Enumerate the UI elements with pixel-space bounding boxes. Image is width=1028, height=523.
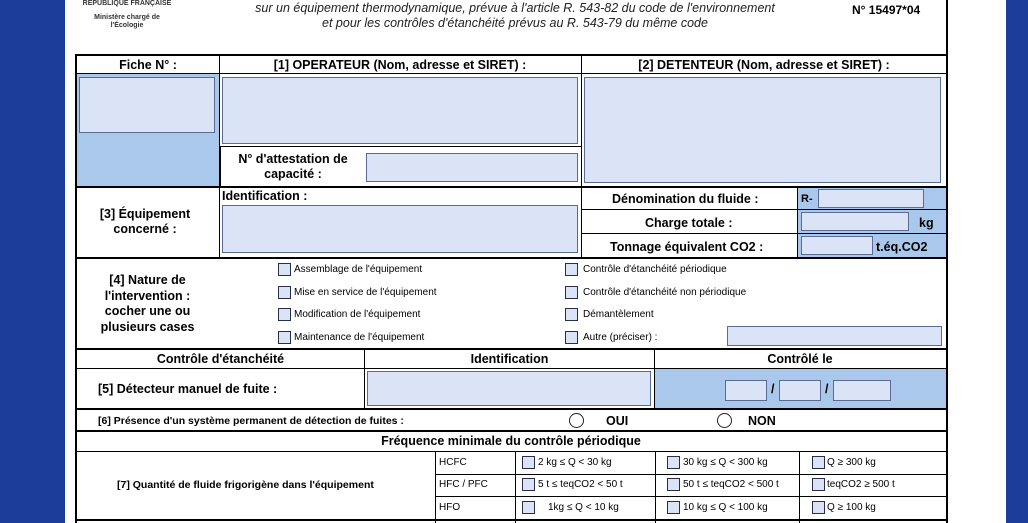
date-separator-2: / — [825, 382, 829, 396]
fluide-input[interactable] — [818, 189, 924, 208]
ministere-label: Ministère chargé de l'Écologie — [94, 14, 160, 29]
checkbox-mise-en-service[interactable] — [278, 286, 291, 299]
quantite-fluide-label: [7] Quantité de fluide frigorigène dans l'équipement — [117, 479, 374, 491]
option-modification: Modification de l'équipement — [294, 309, 421, 320]
page-border-right — [1006, 0, 1028, 523]
checkbox-controle-periodique[interactable] — [565, 263, 578, 276]
checkbox-hfo-c3[interactable] — [812, 501, 825, 514]
hfc-range-2: 50 t ≤ teqCO2 < 500 t — [683, 479, 779, 490]
type-hcfc: HCFC — [439, 457, 467, 468]
option-autre: Autre (préciser) : — [583, 332, 658, 343]
checkbox-hcfc-c3[interactable] — [812, 456, 825, 469]
hfc-range-1: 5 t ≤ teqCO2 < 50 t — [538, 479, 623, 490]
charge-unit: kg — [919, 216, 934, 230]
option-mise-en-service: Mise en service de l'équipement — [294, 287, 437, 298]
attestation-input[interactable] — [366, 153, 578, 182]
frequence-header: Fréquence minimale du contrôle périodique — [381, 434, 641, 448]
checkbox-hfo-c1[interactable] — [522, 501, 535, 514]
fiche-number-input[interactable] — [79, 77, 215, 133]
controle-etancheite-header: Contrôle d'étanchéité — [156, 352, 285, 366]
checkbox-hfo-c2[interactable] — [667, 501, 680, 514]
page-border-left — [0, 0, 65, 523]
controle-le-header: Contrôlé le — [767, 352, 833, 366]
checkbox-assemblage[interactable] — [278, 263, 291, 276]
equipement-label: [3] Équipement concerné : — [99, 207, 191, 236]
cerfa-number: N° 15497*04 — [852, 3, 921, 17]
date-month-input[interactable] — [779, 380, 821, 401]
checkbox-demantelement[interactable] — [565, 308, 578, 321]
denomination-prefix: R- — [801, 193, 813, 205]
radio-oui[interactable] — [569, 413, 584, 428]
denomination-label: Dénomination du fluide : — [612, 192, 759, 206]
hfo-range-3: Q ≥ 100 kg — [827, 502, 876, 513]
checkbox-hfc-c3[interactable] — [812, 478, 825, 491]
oui-label: OUI — [606, 414, 629, 428]
attestation-label: N° d'attestation de capacité : — [238, 152, 348, 181]
checkbox-hcfc-c1[interactable] — [522, 456, 535, 469]
hcfc-range-1: 2 kg ≤ Q < 30 kg — [538, 457, 612, 468]
charge-label: Charge totale : — [645, 216, 733, 230]
detenteur-input[interactable] — [584, 77, 941, 183]
date-separator-1: / — [771, 382, 775, 396]
fiche-header: Fiche N° : — [119, 58, 177, 72]
date-day-input[interactable] — [725, 380, 767, 401]
checkbox-controle-non-periodique[interactable] — [565, 286, 578, 299]
non-label: NON — [748, 414, 776, 428]
detecteur-label: [5] Détecteur manuel de fuite : — [98, 382, 278, 396]
tonnage-input[interactable] — [801, 236, 873, 255]
type-hfc-pfc: HFC / PFC — [439, 479, 488, 490]
hfo-range-1: 1kg ≤ Q < 10 kg — [548, 502, 619, 513]
operateur-header: [1] OPERATEUR (Nom, adresse et SIRET) : — [273, 58, 527, 72]
detenteur-header: [2] DETENTEUR (Nom, adresse et SIRET) : — [638, 58, 890, 72]
type-hfo: HFO — [439, 502, 461, 513]
republique-francaise: RÉPUBLIQUE FRANÇAISE — [82, 0, 172, 7]
operateur-input[interactable] — [222, 77, 578, 144]
checkbox-autre[interactable] — [565, 331, 578, 344]
charge-input[interactable] — [801, 212, 909, 231]
nature-intervention-label: [4] Nature de l'intervention : cocher une ou plusieurs cases — [100, 273, 195, 334]
hcfc-range-3: Q ≥ 300 kg — [827, 457, 876, 468]
form-subtitle-line2: et pour les contrôles d'étanchéité prévus au R. 543-79 du même code — [322, 16, 708, 30]
checkbox-maintenance[interactable] — [278, 331, 291, 344]
option-controle-periodique: Contrôle d'étanchéité périodique — [583, 264, 727, 275]
hfo-range-2: 10 kg ≤ Q < 100 kg — [683, 502, 768, 513]
hfc-range-3: teqCO2 ≥ 500 t — [827, 479, 895, 490]
autre-preciser-input[interactable] — [727, 326, 942, 346]
equipement-identification-input[interactable] — [222, 205, 578, 253]
checkbox-hfc-c2[interactable] — [667, 478, 680, 491]
identification-label: Identification : — [222, 189, 308, 203]
date-year-input[interactable] — [833, 380, 891, 401]
checkbox-hcfc-c2[interactable] — [667, 456, 680, 469]
option-demantelement: Démantèlement — [583, 309, 654, 320]
form-subtitle-line1: sur un équipement thermodynamique, prévue à l'article R. 543-82 du code de l'environnement — [255, 1, 775, 15]
option-assemblage: Assemblage de l'équipement — [294, 264, 423, 275]
tonnage-label: Tonnage équivalent CO2 : — [610, 240, 764, 254]
checkbox-hfc-c1[interactable] — [522, 478, 535, 491]
radio-non[interactable] — [717, 413, 732, 428]
checkbox-modification[interactable] — [278, 308, 291, 321]
hcfc-range-2: 30 kg ≤ Q < 300 kg — [683, 457, 768, 468]
identification-header: Identification — [470, 352, 549, 366]
detecteur-identification-input[interactable] — [367, 371, 651, 406]
option-controle-non-periodique: Contrôle d'étanchéité non périodique — [583, 287, 747, 298]
page-right-edge — [946, 0, 948, 523]
presence-detection-label: [6] Présence d'un système permanent de détection de fuites : — [98, 415, 404, 427]
tonnage-unit: t.éq.CO2 — [876, 240, 928, 254]
option-maintenance: Maintenance de l'équipement — [294, 332, 425, 343]
